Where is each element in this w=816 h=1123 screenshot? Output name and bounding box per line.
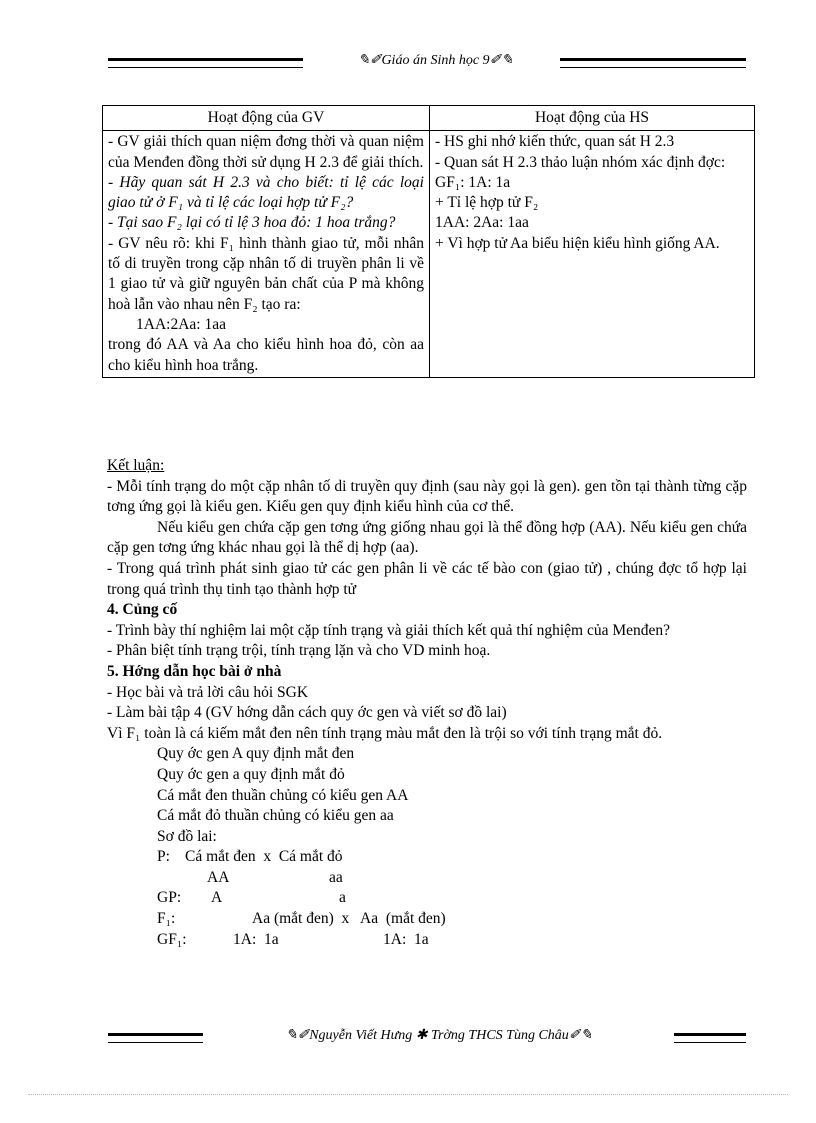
footer-author: Nguyễn Viết Hưng: [309, 1028, 413, 1043]
teacher-item: 1AA:2Aa: 1aa: [136, 315, 226, 333]
header-rule-right: [560, 58, 746, 68]
header-rule-left: [108, 58, 303, 68]
indented-line: Cá mắt đỏ thuần chủng có kiểu gen aa: [157, 807, 394, 825]
teacher-column-header: Hoạt động của GV: [103, 106, 430, 131]
cross-gf1-a: 1A: 1a: [233, 930, 279, 948]
cross-gp1: A: [211, 889, 223, 907]
indented-line: Cá mắt đen thuần chủng có kiểu gen AA: [157, 786, 409, 804]
page-bottom-dotted-rule: [28, 1094, 788, 1095]
teacher-item: trong đó AA và Aa cho kiểu hình hoa đỏ, còn aa cho kiểu hình hoa trắng.: [108, 336, 424, 374]
footer-text: ✎✐Nguyễn Viết Hưng ✱ Trờng THCS Tùng Châu✐✎: [285, 1028, 593, 1043]
teacher-item: - GV nêu rõ: khi F₁ hình thành giao tử, mỗi nhân tố di truyền trong cặp nhân tố di truyền phân li về 1 giao tử và giữ nguyên bản chất của P mà không hoà lẫn vào nhau nên F₂ tạo ra:: [108, 234, 424, 313]
teacher-item: - Hãy quan sát H 2.3 và cho biết: tỉ lệ các loại giao tử ở F₁ và tỉ lệ các loại hợp tử F₂?: [108, 173, 424, 212]
cross-f1-label: F₁:: [157, 910, 176, 928]
cross-gp-row: [107, 888, 747, 909]
cross-genotype-row: [107, 868, 747, 889]
header-title: ✎✐Giáo án Sinh học 9✐✎: [357, 53, 514, 68]
cross-p-row: [107, 847, 747, 868]
cross-gf1-row: [107, 930, 747, 951]
lesson-content: [107, 456, 747, 950]
huongdan-item: - Làm bài tập 4 (GV hớng dẫn cách quy ớc gen và viết sơ đồ lai): [107, 704, 507, 722]
huongdan-item: - Học bài và trả lời câu hỏi SGK: [107, 683, 309, 701]
conclusion-paragraph: - Mỗi tính trạng do một cặp nhân tố di truyền quy định (sau này gọi là gen). gen tồn tại thành từng cặp tơng ứng gọi là kiểu gen. Kiểu gen quy định kiểu hình của cơ thể.: [107, 477, 747, 516]
student-activities: [430, 131, 755, 378]
cross-gp-label: GP:: [157, 889, 182, 907]
cross-p-label: P:: [157, 848, 170, 866]
student-item: 1AA: 2Aa: 1aa: [435, 214, 529, 232]
student-item: + Vì hợp tử Aa biểu hiện kiểu hình giống AA.: [435, 234, 720, 252]
section-title-huongdan: 5. Hớng dẫn học bài ở nhà: [107, 662, 282, 680]
page-footer: [108, 1027, 746, 1047]
activity-table: [102, 105, 755, 378]
student-item: - Quan sát H 2.3 thảo luận nhóm xác định đợc:: [435, 153, 726, 171]
page-header: [108, 52, 746, 72]
student-column-header: Hoạt động của HS: [430, 106, 755, 131]
conclusion-label: Kết luận:: [107, 457, 165, 474]
cross-p-text: Cá mắt đen x Cá mắt đỏ: [185, 848, 343, 866]
cungco-item: - Phân biệt tính trạng trội, tính trạng lặn và cho VD minh hoạ.: [107, 642, 491, 660]
indented-line: Quy ớc gen A quy định mắt đen: [157, 745, 355, 763]
cross-f1-text: Aa (mắt đen) x Aa (mắt đen): [252, 910, 446, 928]
cross-p-gen1: AA: [207, 868, 230, 886]
cross-gf1-label: GF₁:: [157, 930, 187, 948]
footer-school: Trờng THCS Tùng Châu: [430, 1028, 569, 1043]
indented-line: Quy ớc gen a quy định mắt đỏ: [157, 765, 345, 783]
teacher-item: - Tại sao F₂ lại có tỉ lệ 3 hoa đỏ: 1 hoa trắng?: [108, 214, 396, 232]
footer-rule-right: [674, 1033, 746, 1043]
cross-gp2: a: [339, 889, 346, 907]
student-item: + Tỉ lệ hợp tử F₂: [435, 194, 539, 212]
teacher-item: - GV giải thích quan niệm đơng thời và quan niệm của Menđen đồng thời sử dụng H 2.3 để giải thích.: [108, 133, 424, 171]
footer-rule-left: [108, 1033, 203, 1043]
cross-gf1-b: 1A: 1a: [383, 930, 429, 948]
footer-star-icon: ✱: [415, 1028, 428, 1043]
cross-f1-row: [107, 909, 747, 930]
conclusion-paragraph: Nếu kiểu gen chứa cặp gen tơng ứng giống nhau gọi là thể đồng hợp (AA). Nếu kiểu gen chứa cặp gen tơng ứng khác nhau gọi là thể dị hợp (aa).: [107, 518, 747, 557]
student-item: GF₁: 1A: 1a: [435, 173, 511, 191]
section-title-cungco: 4. Củng cố: [107, 601, 178, 619]
student-item: - HS ghi nhớ kiến thức, quan sát H 2.3: [435, 133, 675, 151]
teacher-activities: [103, 131, 430, 378]
cross-p-gen2: aa: [329, 868, 343, 886]
indented-line: Sơ đồ lai:: [157, 827, 217, 845]
conclusion-paragraph: - Trong quá trình phát sinh giao tử các gen phân li về các tế bào con (giao tử) , chúng đợc tổ hợp lại trong quá trình thụ tinh tạo thành hợp tử: [107, 559, 747, 598]
cungco-item: - Trình bày thí nghiệm lai một cặp tính trạng và giải thích kết quả thí nghiệm của Menđen?: [107, 621, 671, 639]
huongdan-item: Vì F₁ toàn là cá kiếm mắt đen nên tính trạng màu mắt đen là trội so với tính trạng mắt đỏ.: [107, 724, 663, 742]
